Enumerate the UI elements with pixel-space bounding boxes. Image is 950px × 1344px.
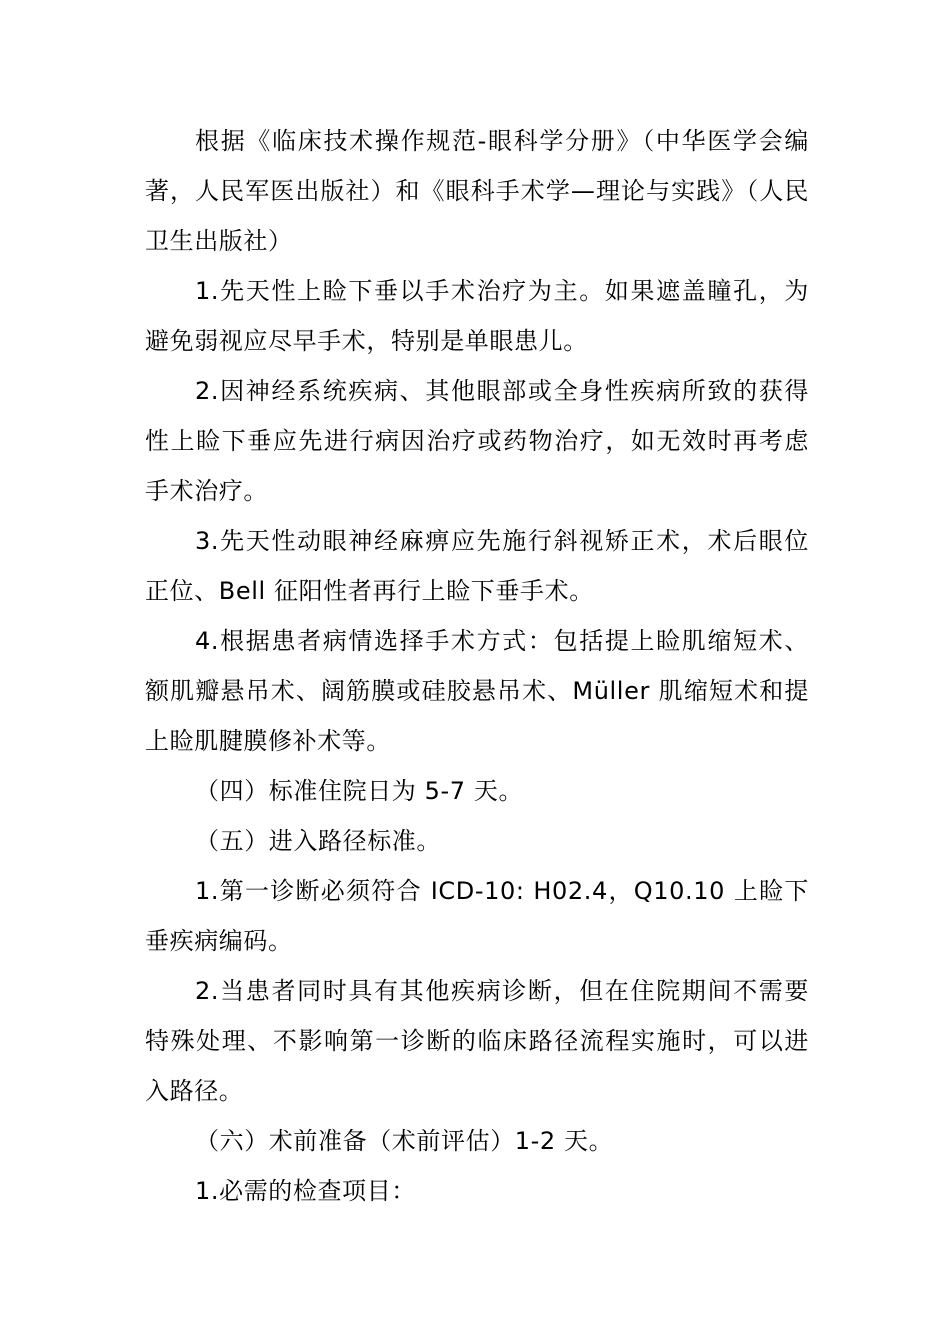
paragraph-required-exams: 1.必需的检查项目： — [195, 1177, 416, 1205]
section-heading-hospital-stay: （四）标准住院日为 5-7 天。 — [195, 777, 524, 805]
paragraph-item-1-congenital-ptosis: 1.先天性上睑下垂以手术治疗为主。如果遮盖瞳孔，为避免弱视应尽早手术，特别是单眼患儿。 — [145, 277, 809, 355]
paragraph-item-2-acquired-ptosis: 2.因神经系统疾病、其他眼部或全身性疾病所致的获得性上睑下垂应先进行病因治疗或药物治疗，如无效时再考虑手术治疗。 — [145, 377, 809, 505]
paragraph-item-3-oculomotor-palsy: 3.先天性动眼神经麻痹应先施行斜视矫正术，术后眼位正位、Bell 征阳性者再行上睑下垂手术。 — [145, 527, 809, 605]
section-heading-preop-preparation: （六）术前准备（术前评估）1-2 天。 — [195, 1127, 614, 1155]
document-body — [145, 116, 809, 1216]
paragraph-reference-source: 根据《临床技术操作规范-眼科学分册》（中华医学会编著，人民军医出版社）和《眼科手术学—理论与实践》（人民卫生出版社） — [145, 127, 809, 255]
section-heading-entry-criteria: （五）进入路径标准。 — [195, 827, 441, 855]
paragraph-item-4-surgery-options: 4.根据患者病情选择手术方式：包括提上睑肌缩短术、额肌瓣悬吊术、阔筋膜或硅胶悬吊术、Müller 肌缩短术和提上睑肌腱膜修补术等。 — [145, 627, 809, 755]
paragraph-entry-criteria-2: 2.当患者同时具有其他疾病诊断，但在住院期间不需要特殊处理、不影响第一诊断的临床路径流程实施时，可以进入路径。 — [145, 977, 809, 1105]
paragraph-entry-criteria-1: 1.第一诊断必须符合 ICD-10: H02.4，Q10.10 上睑下垂疾病编码。 — [145, 877, 809, 955]
